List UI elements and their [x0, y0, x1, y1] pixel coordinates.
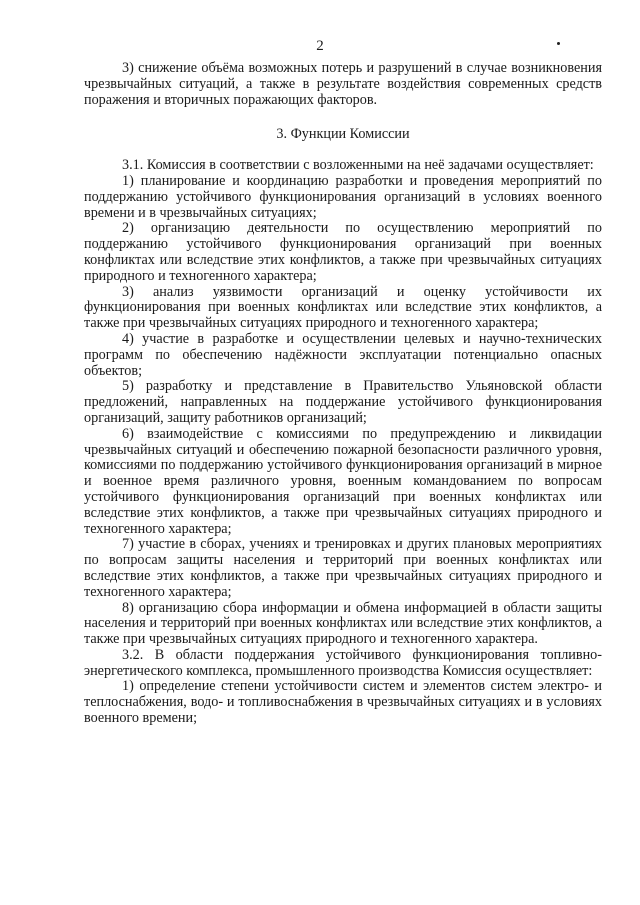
paragraph-item-3: 3) снижение объёма возможных потерь и разрушений в случае возникновения чрезвычайных ситуаций, а также в результате воздействия современных средств поражения и вторичных поражающих факторов. [84, 60, 602, 108]
clause-3-1-item: 3) анализ уязвимости организаций и оценку устойчивости их функционирования при военных конфликтах или вследствие этих конфликтов, а также при чрезвычайных ситуациях природного и техногенного характера; [84, 283, 602, 332]
clause-3-1-item: 7) участие в сборах, учениях и тренировках и других плановых мероприятиях по вопросам защиты населения и территорий при военных конфликтах или вследствие этих конфликтов, а также при чрезвычайных ситуациях природного и техногенного характера; [84, 536, 602, 600]
clause-3-1-item: 1) планирование и координацию разработки и проведения мероприятий по поддержанию устойчивого функционирования организаций в условиях военного времени и в чрезвычайных ситуациях; [84, 172, 602, 221]
clause-3-2-intro: 3.2. В области поддержания устойчивого функционирования топливно-энергетического комплекса, промышленного производства Комиссия осуществляет: [84, 646, 602, 679]
clause-3-1-item: 5) разработку и представление в Правительство Ульяновской области предложений, направленных на поддержание устойчивого функционирования организаций, защиту работников организаций; [84, 378, 602, 426]
scan-speck [557, 42, 560, 45]
clause-3-1-item: 2) организацию деятельности по осуществлению мероприятий по поддержанию устойчивого функционирования организаций при военных конфликтах или вследствие этих конфликтов, а также при чрезвычайных ситуациях природного и техногенного характера; [84, 220, 602, 284]
clause-3-1-item: 6) взаимодействие с комиссиями по предупреждению и ликвидации чрезвычайных ситуаций и обеспечению пожарной безопасности различного уровня, комиссиями по поддержанию устойчивого функционирования организаций в мирное и военное время различного уровня, военным командованием по вопросам устойчивого функционирования организаций при военных конфликтах или вследствие этих конфликтов, а также при чрезвычайных ситуациях природного и техногенного характера; [84, 425, 602, 537]
page-number: 2 [316, 38, 324, 54]
section-heading: 3. Функции Комиссии [276, 126, 410, 143]
clause-3-2-item: 1) определение степени устойчивости систем и элементов систем электро- и теплоснабжения, водо- и топливоснабжения в чрезвычайных ситуациях и в условиях военного времени; [84, 678, 602, 727]
clause-3-1-item: 4) участие в разработке и осуществлении целевых и научно-технических программ по обеспечению надёжности эксплуатации потенциально опасных объектов; [84, 330, 602, 379]
clause-3-1-intro: 3.1. Комиссия в соответствии с возложенными на неё задачами осуществляет: [122, 157, 594, 174]
document-body [84, 61, 602, 727]
clause-3-1-item: 8) организацию сбора информации и обмена информацией в области защиты населения и территорий при военных конфликтах или вследствие этих конфликтов, а также при чрезвычайных ситуациях природного и техногенного характера. [84, 599, 602, 648]
